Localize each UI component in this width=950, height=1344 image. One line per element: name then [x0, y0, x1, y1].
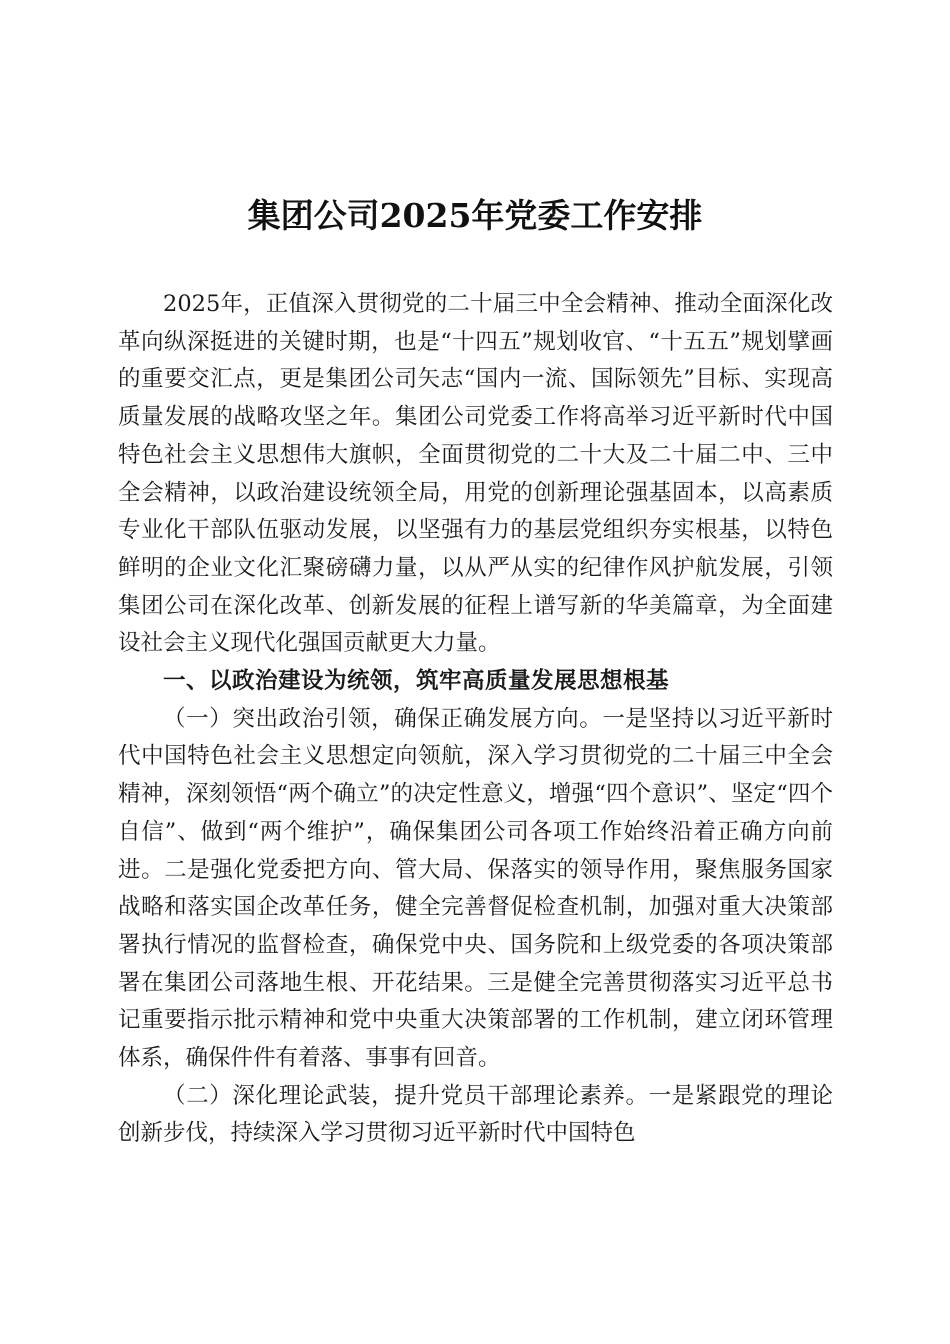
paragraph-subsection-2: （二）深化理论武装，提升党员干部理论素养。一是紧跟党的理论创新步伐，持续深入学习贯彻习近平新时代中国特色	[118, 1082, 833, 1147]
paragraph-subsection-1: （一）突出政治引领，确保正确发展方向。一是坚持以习近平新时代中国特色社会主义思想定向领航，深入学习贯彻党的二十届三中全会精神，深刻领悟“两个确立”的决定性意义，增强“四个意识”、坚定“四个自信”、做到“两个维护”，确保集团公司各项工作始终沿着正确方向前进。二是强化党委把方向、管大局、保落实的领导作用，聚焦服务国家战略和落实国企改革任务，健全完善督促检查机制，加强对重大决策部署执行情况的监督检查，确保党中央、国务院和上级党委的各项决策部署在集团公司落地生根、开花结果。三是健全完善贯彻落实习近平总书记重要指示批示精神和党中央重大决策部署的工作机制，建立闭环管理体系，确保件件有着落、事事有回音。	[118, 705, 833, 1072]
document-body	[118, 286, 833, 1153]
paragraph-intro: 2025年，正值深入贯彻党的二十届三中全会精神、推动全面深化改革向纵深挺进的关键时期，也是“十四五”规划收官、“十五五”规划擘画的重要交汇点，更是集团公司矢志“国内一流、国际领先”目标、实现高质量发展的战略攻坚之年。集团公司党委工作将高举习近平新时代中国特色社会主义思想伟大旗帜，全面贯彻党的二十大及二十届二中、三中全会精神，以政治建设统领全局，用党的创新理论强基固本，以高素质专业化干部队伍驱动发展，以坚强有力的基层党组织夯实根基，以特色鲜明的企业文化汇聚磅礴力量，以从严从实的纪律作风护航发展，引领集团公司在深化改革、创新发展的征程上谱写新的华美篇章，为全面建设社会主义现代化强国贡献更大力量。	[118, 291, 833, 657]
document-title: 集团公司2025年党委工作安排	[247, 196, 703, 235]
section-heading-1: 一、以政治建设为统领，筑牢高质量发展思想根基	[163, 668, 670, 695]
